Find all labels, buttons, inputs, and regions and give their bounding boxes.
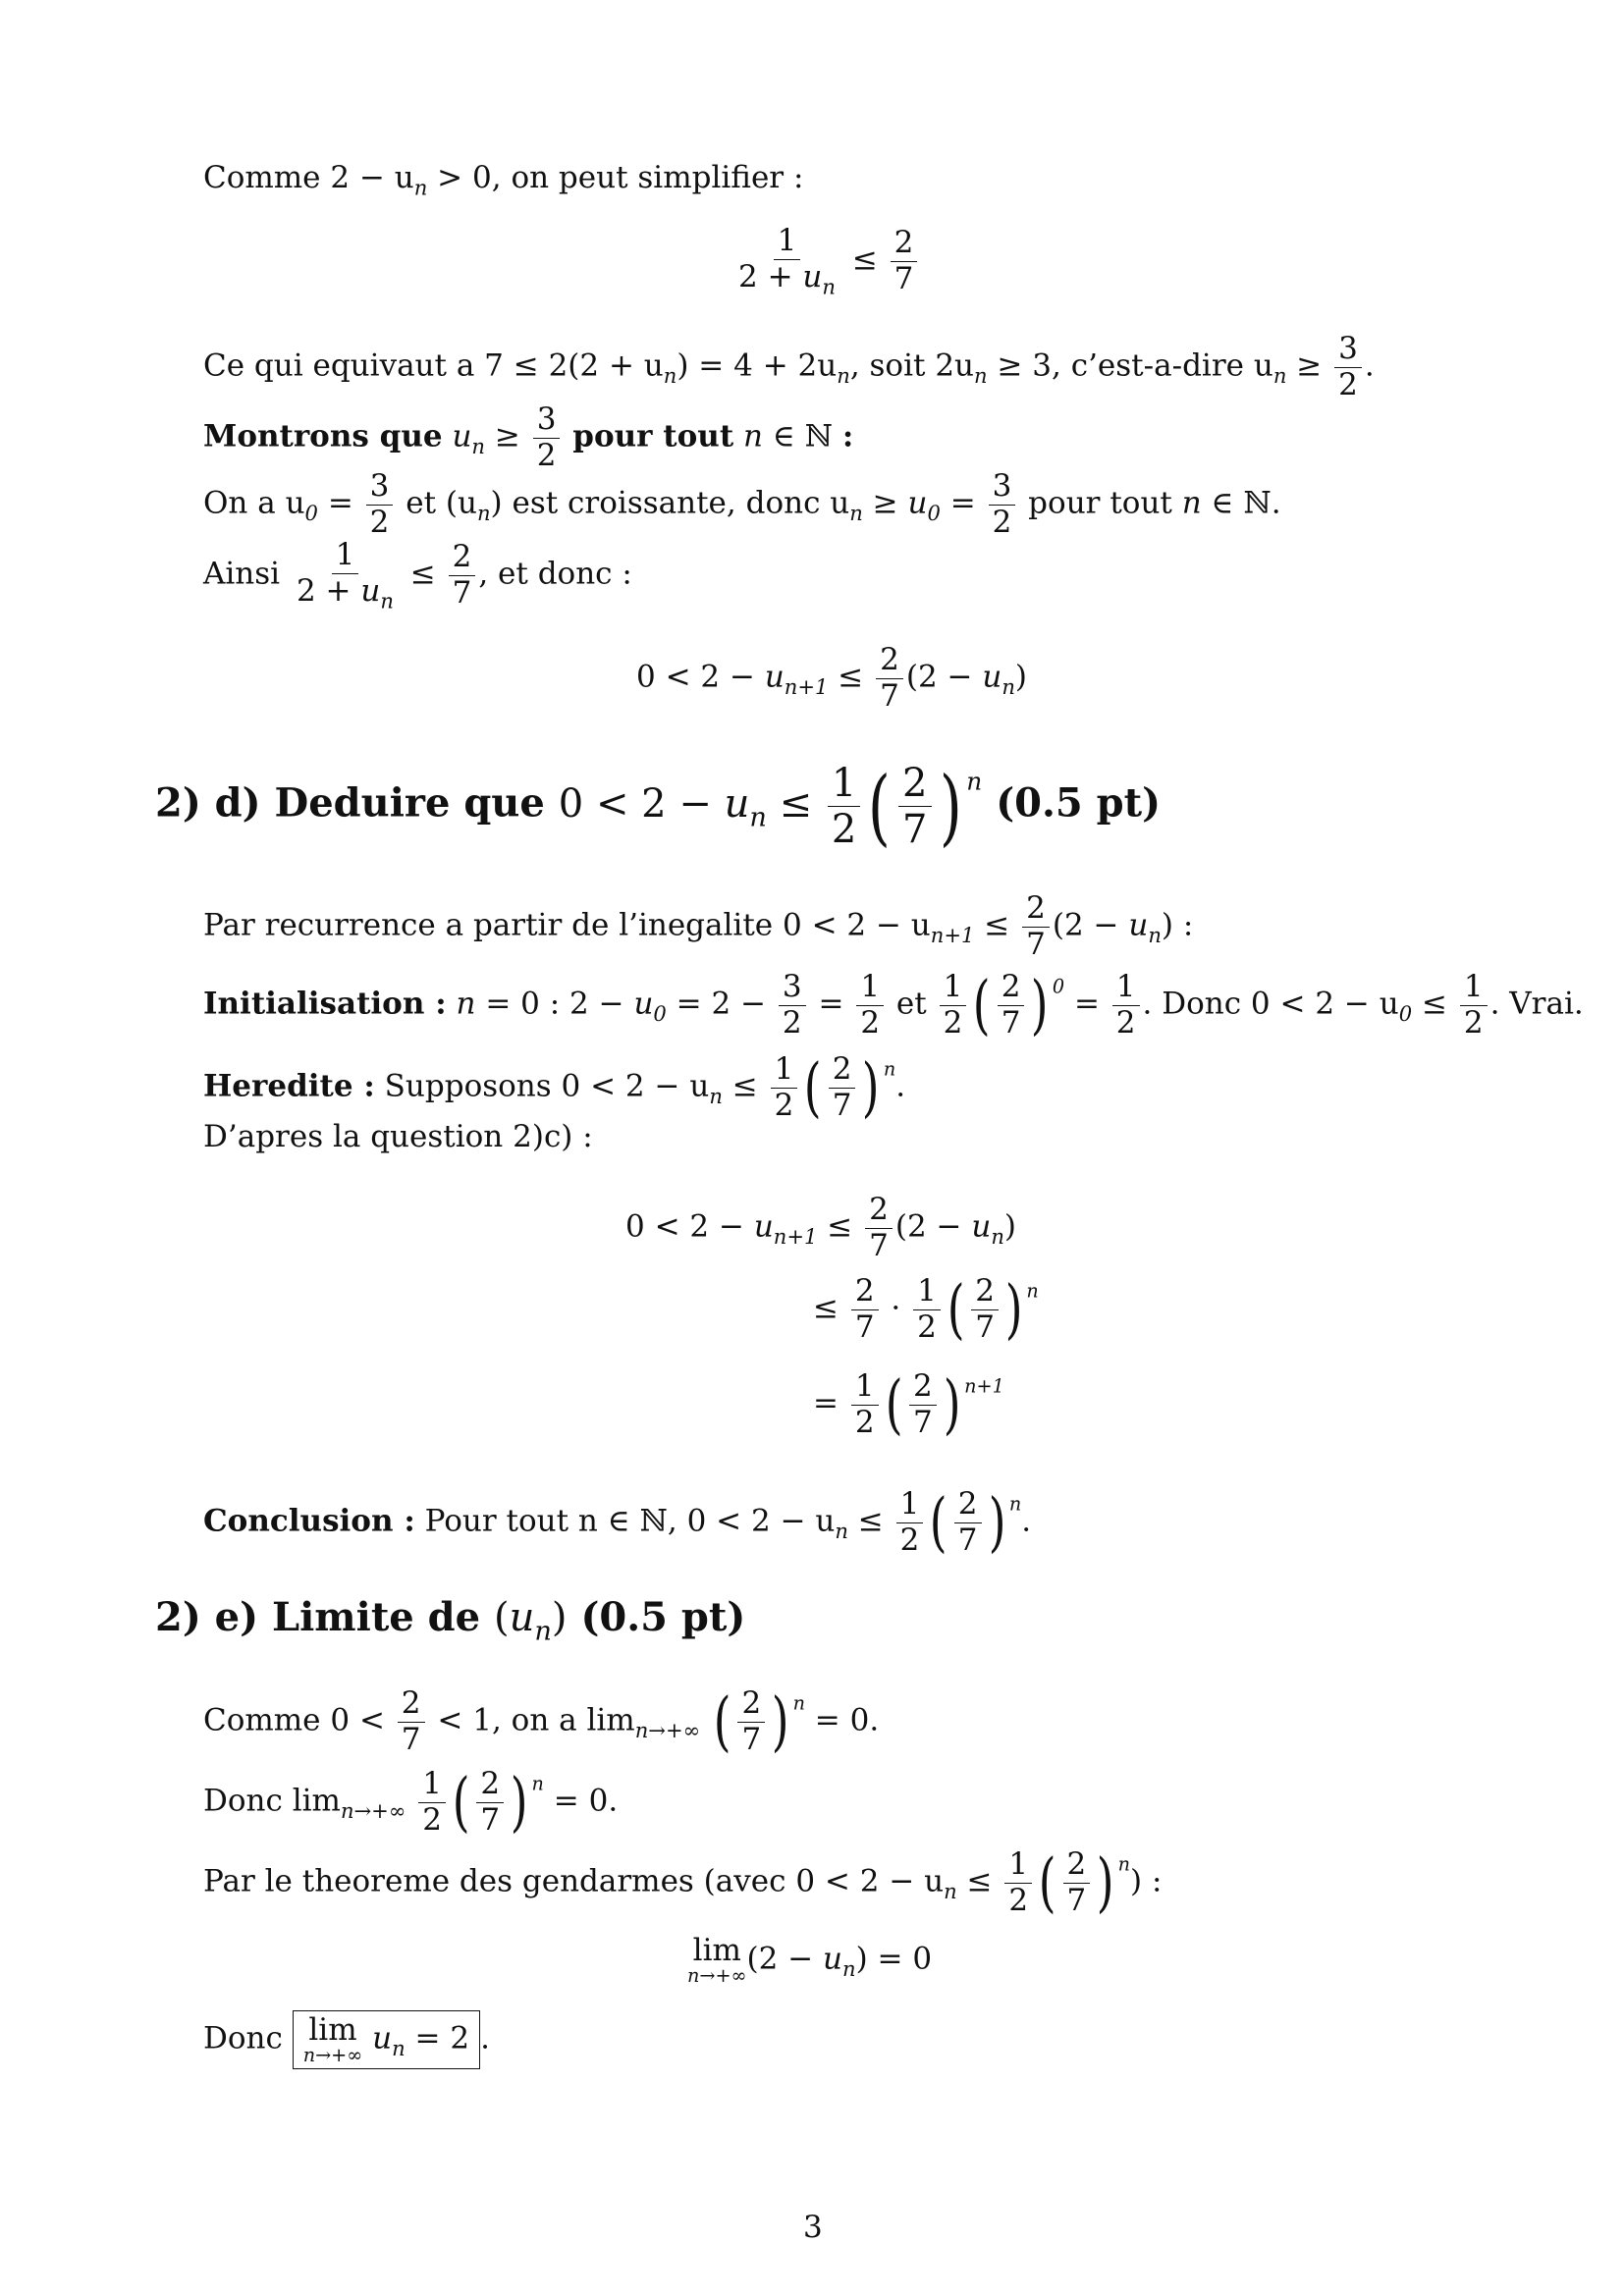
equation-inequality-1: $\frac{1}{2 + u_n}$ ≤ $\frac{2}{7}$ <box>731 224 920 298</box>
text-line-conclusion: Conclusion : Pour tout n ∈ ℕ, $0 < 2 - u_n$ ≤ $\frac{1}{2}$ ( $\frac{2}{7}$ ) $^n$. <box>203 1485 1032 1560</box>
page-number: 3 <box>803 2210 823 2245</box>
equation-recurrence-bound: $0 < 2 - u_{n+1}$ ≤ $\frac{2}{7}$ $(2 - u_n)$ <box>636 642 1028 714</box>
text-line-montrons: Montrons que $u_n$ ≥ $\frac{3}{2}$ pour tout n ∈ ℕ : <box>203 401 854 473</box>
equation-limit: lim n→+∞ $(2 - u_n) = 0$ <box>687 1933 933 1987</box>
text-line-initialisation: Initialisation : n = 0 : $2 - u_0 = 2$ − $\frac{3}{2}$ = $\frac{1}{2}$ et $\frac{1}{2}$ ( $\frac{2}{7}$ ) $^0$ = $\frac{1}{2}$ . Donc $0 < 2 - u_0$ ≤ $\frac{1}{2}$ . Vrai. <box>203 968 1584 1042</box>
text-line-donc-lim: Donc $\lim_{n\to+\infty}$ $\frac{1}{2}$ ( $\frac{2}{7}$ ) $^n$ = 0. <box>203 1765 619 1840</box>
equation-aligned-row-3: = $\frac{1}{2}$ ( $\frac{2}{7}$ ) $^{n+1}$ <box>813 1367 1004 1442</box>
heading-2e: 2) e) Limite de $(u_n)$ (0.5 pt) <box>155 1594 746 1647</box>
text-line-gendarmes: Par le theoreme des gendarmes (avec $0 < 2 - u_n$ ≤ $\frac{1}{2}$ ( $\frac{2}{7}$ ) $^n$) : <box>203 1845 1163 1920</box>
text-line-dapres: D’apres la question 2)c) : <box>203 1119 593 1154</box>
boxed-result: lim n→+∞ $u_n = 2$ <box>293 2010 480 2069</box>
text-line-heredite: Heredite : Supposons $0 < 2 - u_n$ ≤ $\frac{1}{2}$ ( $\frac{2}{7}$ ) $^n$. <box>203 1050 906 1125</box>
text-line-simplify: Comme $2 - u_n > 0$, on peut simplifier : <box>203 160 804 200</box>
equation-aligned-row-1: $0 < 2 - u_{n+1}$ ≤ $\frac{2}{7}$ $(2 - u_n)$ <box>625 1192 1017 1263</box>
heading-2d: 2) d) Deduire que $0 < 2 - u_n$ ≤ $\frac{1}{2}$ ( $\frac{2}{7}$ ) $^n$ (0.5 pt) <box>155 758 1162 855</box>
text-line-recurrence: Par recurrence a partir de l’inegalite $0 < 2 - u_{n+1}$ ≤ $\frac{2}{7}$ $(2 - u_n)$ : <box>203 890 1194 962</box>
text-line-ainsi: Ainsi $\frac{1}{2 + u_n}$ ≤ $\frac{2}{7}$ , et donc : <box>203 537 632 614</box>
text-line-comme: Comme 0 < $\frac{2}{7}$ < 1, on a $\lim_{n\to+\infty}$ ( $\frac{2}{7}$ ) $^n$ = 0. <box>203 1684 880 1759</box>
equation-aligned-row-2: ≤ $\frac{2}{7}$ · $\frac{1}{2}$ ( $\frac{2}{7}$ ) $^n$ <box>813 1272 1039 1347</box>
text-line-final-result: Donc lim n→+∞ $u_n = 2$ . <box>203 2010 490 2069</box>
text-line-on-a: On a $u_0$ = $\frac{3}{2}$ et $(u_n)$ est croissante, donc $u_n \ge u_0$ = $\frac{3}{2}$ pour tout n ∈ ℕ. <box>203 468 1281 540</box>
text-line-equivalent: Ce qui equivaut a $7 \le 2(2 + u_n) = 4 + 2u_n$, soit $2u_n \ge 3$, c’est-a-dire $u_n$ ≥ $\frac{3}{2}$ . <box>203 331 1375 402</box>
